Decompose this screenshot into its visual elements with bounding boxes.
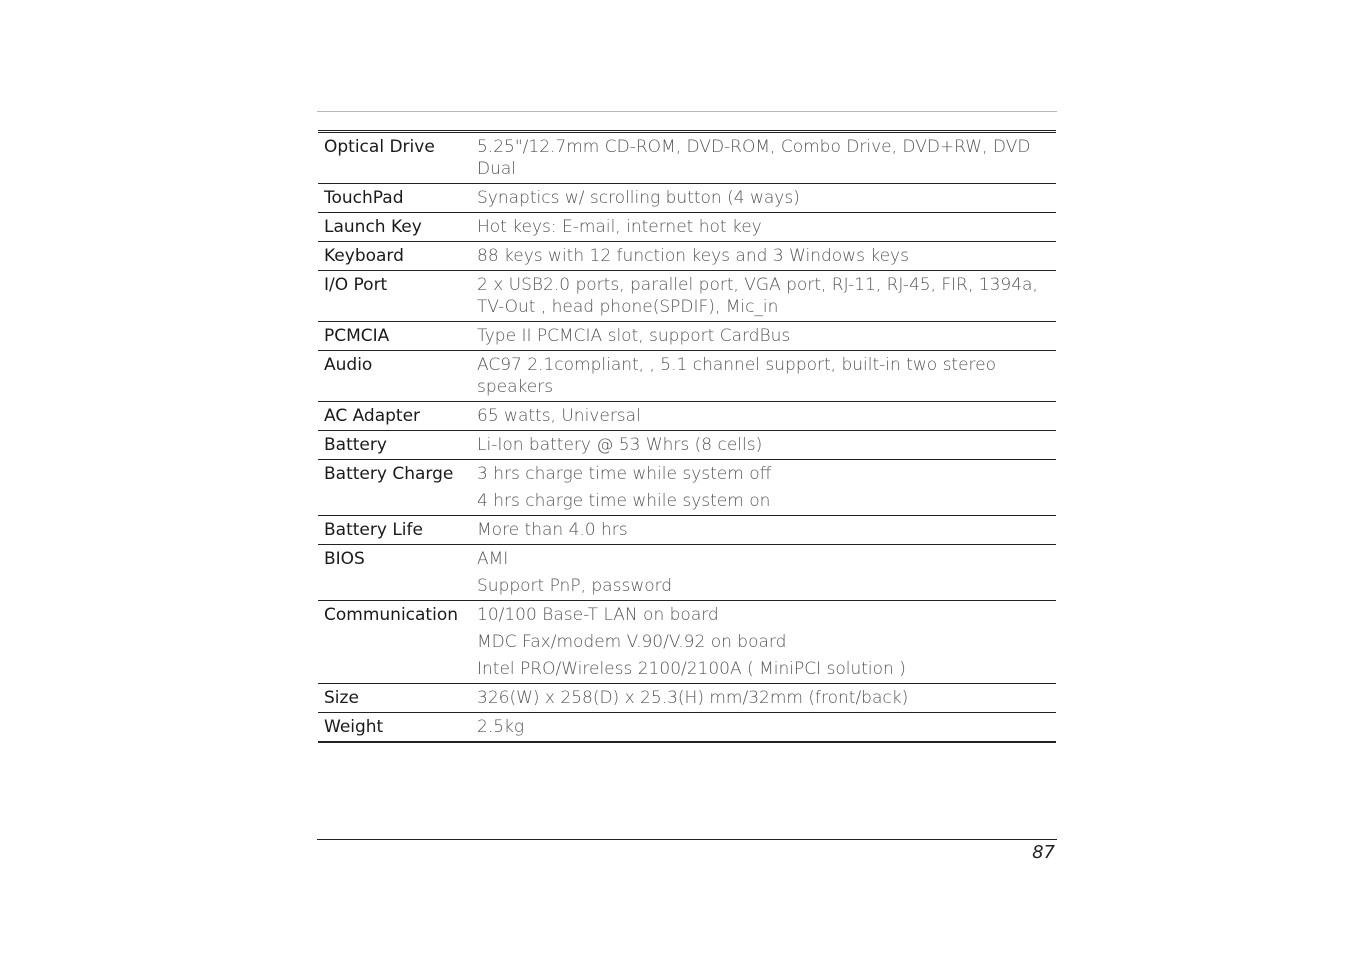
- spec-value: 2 x USB2.0 ports, parallel port, VGA port, RJ-11, RJ-45, FIR, 1394a, TV-Out , head phone(SPDIF), Mic_in: [477, 275, 1038, 317]
- table-row: [318, 133, 1056, 183]
- spec-values: [477, 133, 1056, 183]
- spec-value: More than 4.0 hrs: [477, 520, 628, 540]
- table-row: [318, 459, 1056, 515]
- spec-label: I/O Port: [324, 275, 388, 295]
- table-row: [318, 683, 1056, 712]
- spec-label: Size: [324, 688, 359, 708]
- page-number: 87: [1032, 842, 1055, 863]
- spec-values: [477, 322, 1056, 350]
- spec-label: Communication: [324, 605, 458, 625]
- table-row: [318, 350, 1056, 401]
- spec-value: Support PnP, password: [477, 576, 673, 596]
- table-row: [318, 600, 1056, 683]
- spec-value: Synaptics w/ scrolling button (4 ways): [477, 188, 800, 208]
- spec-label: Battery Charge: [324, 464, 454, 484]
- spec-value: 88 keys with 12 function keys and 3 Windows keys: [477, 246, 909, 266]
- spec-values: [477, 184, 1056, 212]
- spec-values: [477, 213, 1056, 241]
- spec-values: [477, 460, 1056, 515]
- spec-values: [477, 271, 1056, 321]
- spec-values: [477, 431, 1056, 459]
- spec-values: [477, 242, 1056, 270]
- spec-value: AMI: [477, 549, 509, 569]
- table-row: [318, 515, 1056, 544]
- table-row: [318, 321, 1056, 350]
- spec-values: [477, 545, 1056, 600]
- table-row: [318, 544, 1056, 600]
- table-row: [318, 241, 1056, 270]
- spec-value: Li-Ion battery @ 53 Whrs (8 cells): [477, 435, 763, 455]
- spec-values: [477, 601, 1056, 683]
- spec-label: Launch Key: [324, 217, 422, 237]
- spec-value: Hot keys: E-mail, internet hot key: [477, 217, 762, 237]
- spec-label: Battery Life: [324, 520, 423, 540]
- table-row: [318, 430, 1056, 459]
- spec-values: [477, 713, 1056, 741]
- spec-value: Intel PRO/Wireless 2100/2100A ( MiniPCI solution ): [477, 659, 906, 679]
- spec-label: Weight: [324, 717, 384, 737]
- spec-value: 326(W) x 258(D) x 25.3(H) mm/32mm (front/back): [477, 688, 909, 708]
- spec-values: [477, 351, 1056, 401]
- spec-label: AC Adapter: [324, 406, 421, 426]
- spec-label: Optical Drive: [324, 137, 435, 157]
- spec-label: BIOS: [324, 549, 365, 569]
- spec-value: 5.25"/12.7mm CD-ROM, DVD-ROM, Combo Drive, DVD+RW, DVD Dual: [477, 137, 1031, 179]
- spec-value: 10/100 Base-T LAN on board: [477, 605, 719, 625]
- spec-label: TouchPad: [324, 188, 404, 208]
- spec-value: 4 hrs charge time while system on: [477, 491, 771, 511]
- spec-value: MDC Fax/modem V.90/V.92 on board: [477, 632, 787, 652]
- spec-value: Type II PCMCIA slot, support CardBus: [477, 326, 791, 346]
- header-rule: [317, 111, 1057, 112]
- table-row: [318, 712, 1056, 741]
- spec-value: 65 watts, Universal: [477, 406, 641, 426]
- spec-value: AC97 2.1compliant, , 5.1 channel support, built-in two stereo speakers: [477, 355, 997, 397]
- spec-value: 2.5kg: [477, 717, 525, 737]
- spec-values: [477, 402, 1056, 430]
- spec-label: Audio: [324, 355, 373, 375]
- table-row: [318, 270, 1056, 321]
- spec-value: 3 hrs charge time while system off: [477, 464, 772, 484]
- specifications-table: [318, 130, 1056, 743]
- footer-rule: [317, 839, 1057, 840]
- table-row: [318, 183, 1056, 212]
- spec-label: PCMCIA: [324, 326, 390, 346]
- spec-values: [477, 516, 1056, 544]
- spec-label: Battery: [324, 435, 387, 455]
- table-row: [318, 401, 1056, 430]
- spec-values: [477, 684, 1056, 712]
- spec-label: Keyboard: [324, 246, 404, 266]
- table-row: [318, 212, 1056, 241]
